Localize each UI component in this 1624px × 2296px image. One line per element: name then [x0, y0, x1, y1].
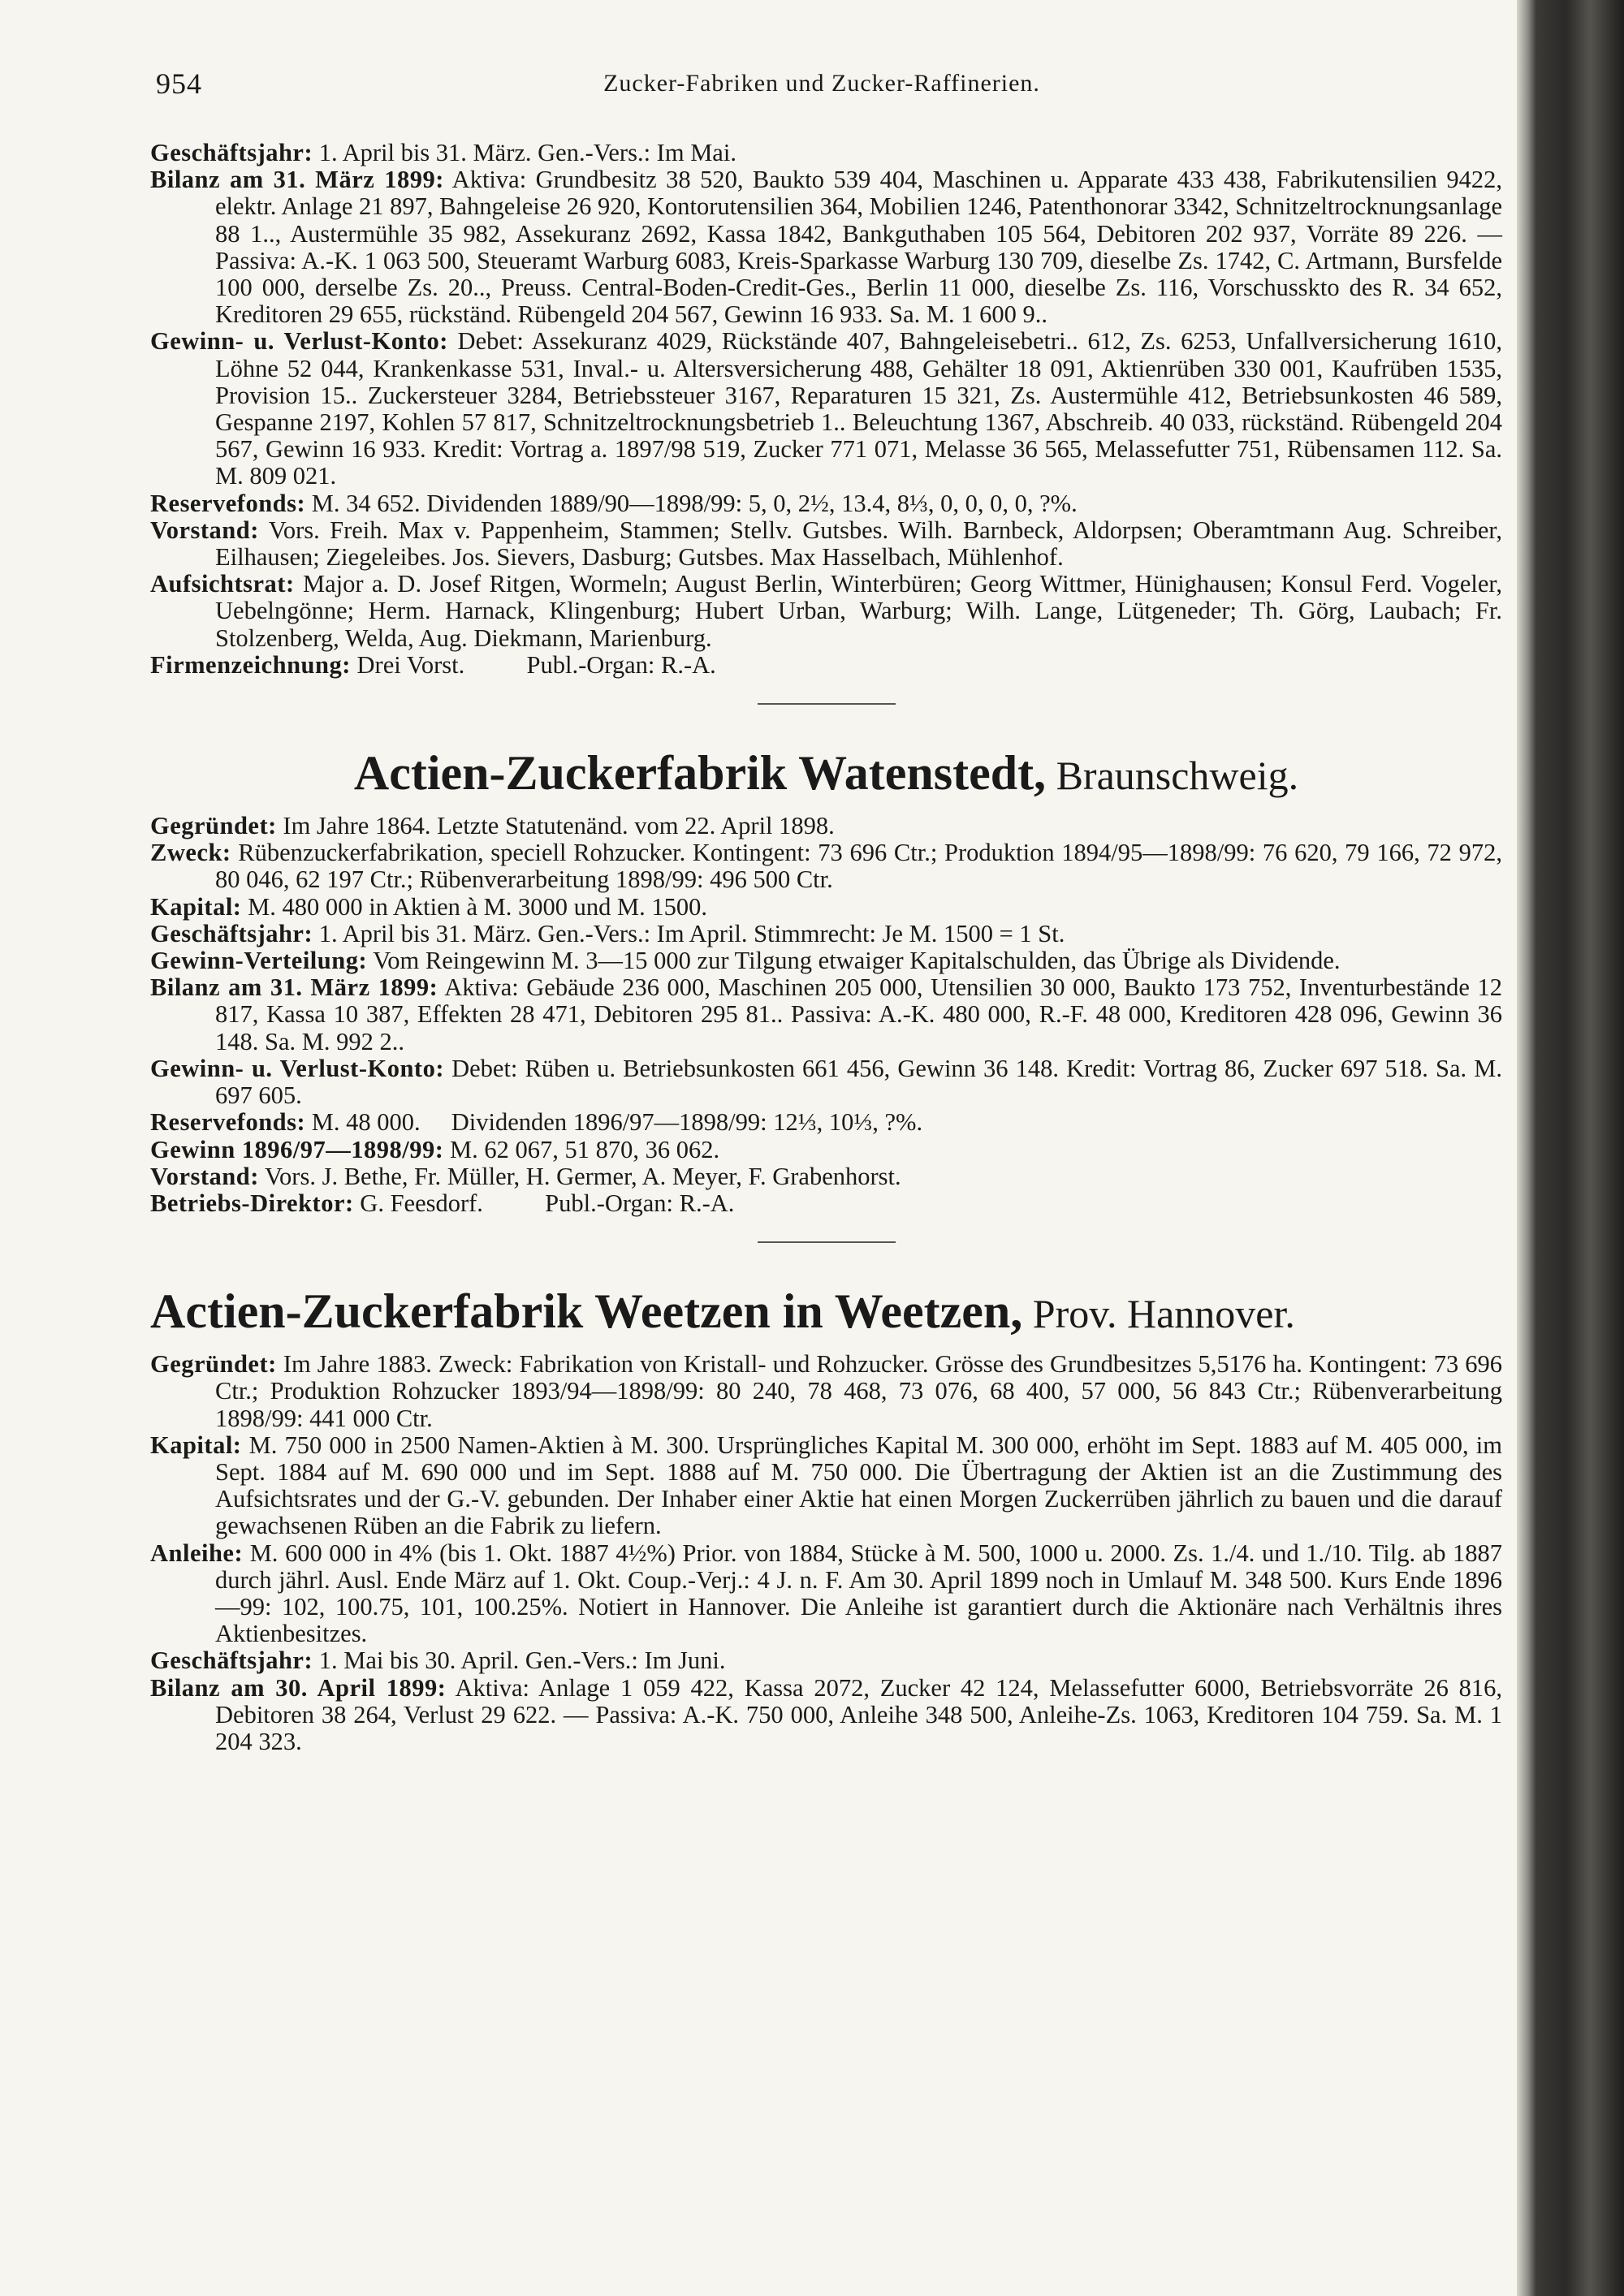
entry-kapital: Kapital: M. 750 000 in 2500 Namen-Aktien à M. 300. Ursprüngliches Kapital M. 300 000, erhöht im Sept. 1883 auf M. 405 000, im Sept. 1884 auf M. 690 000 und im Sept. 1888 auf M. 750 000. Die Übertragung der Aktien ist an die Zustimmung des Aufsichtsrates und der G.-V. gebunden. Der Inhaber einer Aktie hat einen Morgen Zuckerrüben jährlich zu bauen und die darauf gewachsenen Rüben an die Fabrik zu liefern. [150, 1431, 1502, 1540]
entry-gegruendet: Gegründet: Im Jahre 1883. Zweck: Fabrikation von Kristall- und Rohzucker. Grösse des Grundbesitzes 5,5176 ha. Kontingent: 73 696 Ctr.; Produktion Rohzucker 1893/94—1898/99: 80 240, 78 468, 73 076, 68 400, 57 000, 56 843 Ctr.; Rübenverarbeitung 1898/99: 441 000 Ctr. [150, 1350, 1502, 1432]
book-spine-shadow [1517, 0, 1624, 2296]
company-heading: Actien-Zuckerfabrik Weetzen in Weetzen, Prov. Hannover. [150, 1284, 1295, 1339]
company-heading: Actien-Zuckerfabrik Watenstedt, Braunschweig. [353, 746, 1299, 801]
page-content [150, 140, 1502, 1755]
entry-geschaeftsjahr: Geschäftsjahr: 1. April bis 31. März. Gen.-Vers.: Im April. Stimmrecht: Je M. 1500 = 1 St. [150, 919, 1065, 947]
section-divider [758, 1241, 896, 1243]
entry-firmenzeichnung: Firmenzeichnung: Drei Vorst. Publ.-Organ: R.-A. [150, 650, 716, 679]
entry-gewinn-verlust: Gewinn- u. Verlust-Konto: Debet: Rüben u. Betriebsunkosten 661 456, Gewinn 36 148. Kredit: Vortrag 86, Zucker 697 518. Sa. M. 697 605. [150, 1054, 1502, 1110]
page-number: 954 [156, 67, 202, 100]
entry-reservefonds: Reservefonds: M. 48 000. Dividenden 1896/97—1898/99: 12⅓, 10⅓, ?%. [150, 1108, 923, 1137]
entry-geschaeftsjahr: Geschäftsjahr: 1. April bis 31. März. Gen.-Vers.: Im Mai. [150, 139, 736, 166]
section-divider [758, 703, 896, 705]
entry-gewinn-verlust: Gewinn- u. Verlust-Konto: Debet: Assekuranz 4029, Rückstände 407, Bahngeleisebetri.. 612, Zs. 6253, Unfallversicherung 1610, Löhne 52 044, Krankenkasse 531, Inval.- u. Altersversicherung 488, Gehälter 18 091, Aktienrüben 330 001, Kaufrüben 1535, Provision 15.. Zuckersteuer 3284, Betriebssteuer 3167, Reparaturen 15 321, Zs. Austermühle 412, Betriebsunkosten 46 589, Gespanne 2197, Kohlen 57 817, Schnitzeltrocknungsbetrieb 1.. Beleuchtung 1367, Abschreib. 40 033, rückständ. Rübengeld 204 567, Gewinn 16 933. Kredit: Vortrag a. 1897/98 519, Zucker 771 071, Melasse 36 565, Melassefutter 751, Rübensamen 112. Sa. M. 809 021. [150, 327, 1502, 490]
entry-kapital: Kapital: M. 480 000 in Aktien à M. 3000 und M. 1500. [150, 892, 708, 921]
running-title: Zucker-Fabriken und Zucker-Raffinerien. [603, 70, 1040, 97]
entry-reservefonds: Reservefonds: M. 34 652. Dividenden 1889/90—1898/99: 5, 0, 2½, 13.4, 8⅓, 0, 0, 0, 0, ?%. [150, 489, 1078, 517]
entry-gewinn: Gewinn 1896/97—1898/99: M. 62 067, 51 870, 36 062. [150, 1135, 720, 1163]
entry-bilanz: Bilanz am 31. März 1899: Aktiva: Gebäude 236 000, Maschinen 205 000, Utensilien 30 000, Baukto 173 752, Inventurbestände 12 817, Kassa 10 387, Effekten 28 471, Debitoren 295 81.. Passiva: A.-K. 480 000, R.-F. 48 000, Kreditoren 428 096, Gewinn 36 148. Sa. M. 992 2.. [150, 973, 1503, 1055]
section-weetzen [150, 1285, 1502, 1755]
section-previous-company [150, 140, 1502, 679]
entry-gewinn-verteilung: Gewinn-Verteilung: Vom Reingewinn M. 3—15 000 zur Tilgung etwaiger Kapitalschulden, das Übrige als Dividende. [150, 947, 1341, 975]
entry-aufsichtsrat: Aufsichtsrat: Major a. D. Josef Ritgen, Wormeln; August Berlin, Winterbüren; Georg Wittmer, Hünighausen; Konsul Ferd. Vogeler, Uebelngönne; Herm. Harnack, Klingenburg; Hubert Urban, Warburg; Wilh. Lange, Lütgeneder; Th. Görg, Laubach; Fr. Stolzenberg, Welda, Aug. Diekmann, Marienburg. [150, 570, 1502, 652]
entry-bilanz: Bilanz am 31. März 1899: Aktiva: Grundbesitz 38 520, Baukto 539 404, Maschinen u. Apparate 433 438, Fabrikutensilien 9422, elektr. Anlage 21 897, Bahngeleise 26 920, Kontorutensilien 364, Mobilien 1246, Patenthonorar 3342, Schnitzeltrocknungsanlage 88 1.., Austermühle 35 982, Assekuranz 2692, Kassa 1842, Bankguthaben 105 564, Debitoren 202 937, Vorräte 89 226. — Passiva: A.-K. 1 063 500, Steueramt Warburg 6083, Kreis-Sparkasse Warburg 130 709, dieselbe Zs. 1742, C. Artmann, Bursfelde 100 000, derselbe Zs. 20.., Preuss. Central-Boden-Credit-Ges., Berlin 11 000, dieselbe Zs. 116, Vorschusskto des R. 34 652, Kreditoren 29 655, rückständ. Rübengeld 204 567, Gewinn 16 933. Sa. M. 1 600 9.. [150, 166, 1502, 329]
entry-vorstand: Vorstand: Vors. Freih. Max v. Pappenheim, Stammen; Stellv. Gutsbes. Wilh. Barnbeck, Aldorpsen; Oberamtmann Aug. Schreiber, Eilhausen; Ziegeleibes. Jos. Sievers, Dasburg; Gutsbes. Max Hasselbach, Mühlenhof. [150, 516, 1502, 572]
entry-betriebs-direktor: Betriebs-Direktor: G. Feesdorf. Publ.-Organ: R.-A. [150, 1189, 735, 1217]
entry-vorstand: Vorstand: Vors. J. Bethe, Fr. Müller, H. Germer, A. Meyer, F. Grabenhorst. [150, 1162, 901, 1190]
entry-geschaeftsjahr: Geschäftsjahr: 1. Mai bis 30. April. Gen.-Vers.: Im Juni. [150, 1646, 726, 1675]
entry-zweck: Zweck: Rübenzuckerfabrikation, speciell Rohzucker. Kontingent: 73 696 Ctr.; Produktion 1894/95—1898/99: 76 620, 79 166, 72 972, 80 046, 62 197 Ctr.; Rübenverarbeitung 1898/99: 496 500 Ctr. [150, 839, 1502, 894]
section-watenstedt [150, 747, 1502, 1217]
page-header [156, 67, 1488, 115]
entry-bilanz: Bilanz am 30. April 1899: Aktiva: Anlage 1 059 422, Kassa 2072, Zucker 42 124, Melassefutter 6000, Betriebsvorräte 26 816, Debitoren 38 264, Verlust 29 622. — Passiva: A.-K. 750 000, Anleihe 348 500, Anleihe-Zs. 1063, Kreditoren 104 759. Sa. M. 1 204 323. [150, 1673, 1502, 1755]
entry-anleihe: Anleihe: M. 600 000 in 4% (bis 1. Okt. 1887 4½%) Prior. von 1884, Stücke à M. 500, 1000 u. 2000. Zs. 1./4. und 1./10. Tilg. ab 1887 durch jährl. Ausl. Ende März auf 1. Okt. Coup.-Verj.: 4 J. n. F. Am 30. April 1899 noch in Umlauf M. 348 500. Kurs Ende 1896—99: 102, 100.75, 101, 100.25%. Notiert in Hannover. Die Anleihe ist garantiert durch die Aktionäre nach Verhältnis ihres Aktienbesitzes. [150, 1539, 1502, 1648]
entry-gegruendet: Gegründet: Im Jahre 1864. Letzte Statutenänd. vom 22. April 1898. [150, 812, 835, 840]
